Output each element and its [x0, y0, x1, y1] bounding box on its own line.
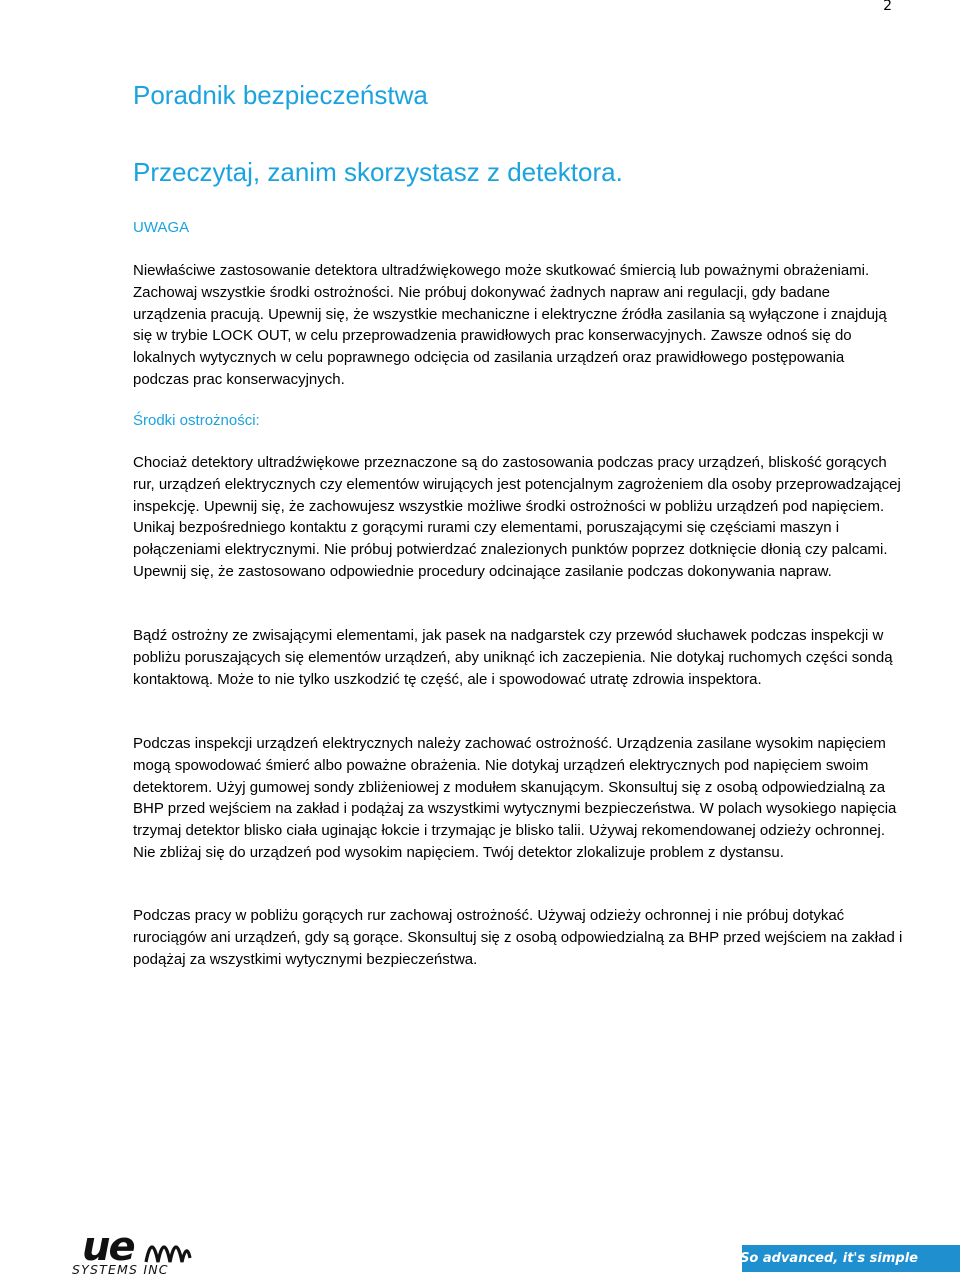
page-title: Poradnik bezpieczeństwa — [133, 80, 428, 110]
page-number: 2 — [883, 0, 892, 14]
precautions-paragraph-4: Podczas pracy w pobliżu gorących rur zachowaj ostrożność. Używaj odzieży ochronnej i nie próbuj dotykać rurociągów ani urządzeń, gdy są gorące. Skonsultuj się z osobą odpowiedzialną za BHP przed wejściem na zakład i podążaj za wszystkimi wytycznymi bezpieczeństwa. — [133, 907, 903, 968]
precautions-paragraph-1: Chociaż detektory ultradźwiękowe przeznaczone są do zastosowania podczas pracy urządzeń, bliskość gorących rur, urządzeń elektrycznych czy elementów wirujących jest potencjalnym zagrożeniem dla osoby przeprowadzającej inspekcję. Upewnij się, że zachowujesz wszystkie możliwe środki ostrożności w pobliżu urządzeń pod napięciem. Unikaj bezpośredniego kontaktu z gorącymi rurami czy elementami, poruszającymi się częściami maszyn i połączeniami elektrycznymi. Nie próbuj potwierdzać znalezionych punktów poprzez dotknięcie dłonią czy palcami. Upewnij się, że zastosowano odpowiednie procedury odcinające zasilanie podczas dokonywania napraw. — [133, 454, 901, 580]
page-subtitle: Przeczytaj, zanim skorzystasz z detektora. — [133, 157, 623, 187]
page-footer — [0, 1220, 960, 1284]
precautions-paragraph-2: Bądź ostrożny ze zwisającymi elementami, jak pasek na nadgarstek czy przewód słuchawek podczas inspekcji w pobliżu poruszających się elementów urządzeń, aby uniknąć ich zaczepienia. Nie dotykaj ruchomych części sondą kontaktową. Może to nie tylko uszkodzić tę część, ale i spowodować utratę zdrowia inspektora. — [133, 627, 893, 688]
sound-wave-icon — [144, 1238, 192, 1264]
precautions-heading: Środki ostrożności: — [133, 412, 260, 429]
logo-company-name: SYSTEMS INC — [72, 1262, 169, 1277]
warning-label: UWAGA — [133, 219, 190, 236]
slogan-bar — [742, 1245, 960, 1272]
warning-paragraph: Niewłaściwe zastosowanie detektora ultradźwiękowego może skutkować śmiercią lub poważnymi obrażeniami. Zachowaj wszystkie środki ostrożności. Nie próbuj dokonywać żadnych napraw ani regulacji, gdy badane urządzenia pracują. Upewnij się, że wszystkie mechaniczne i elektryczne źródła zasilania są wyłączone i znajdują się w trybie LOCK OUT, w celu przeprowadzenia prawidłowych prac konserwacyjnych. Zawsze odnoś się do lokalnych wytycznych w celu poprawnego odcięcia od zasilania urządzeń oraz prawidłowego postępowania podczas prac konserwacyjnych. — [133, 262, 887, 388]
company-logo — [72, 1224, 202, 1280]
slogan-text: So advanced, it's simple — [740, 1251, 918, 1266]
logo-mark: ue — [82, 1224, 134, 1270]
precautions-paragraph-3: Podczas inspekcji urządzeń elektrycznych należy zachować ostrożność. Urządzenia zasilane wysokim napięciem mogą spowodować śmierć albo poważne obrażenia. Nie dotykaj urządzeń elektrycznych pod napięciem swoim detektorem. Użyj gumowej sondy zbliżeniowej z modułem skanującym. Skonsultuj się z osobą odpowiedzialną za BHP przed wejściem na zakład i podążaj za wszystkimi wytycznymi bezpieczeństwa. W polach wysokiego napięcia trzymaj detektor blisko ciała uginając łokcie i trzymając je blisko talii. Używaj rekomendowanej odzieży ochronnej. Nie zbliżaj się do urządzeń pod wysokim napięciem. Twój detektor zlokalizuje problem z dystansu. — [133, 735, 897, 861]
